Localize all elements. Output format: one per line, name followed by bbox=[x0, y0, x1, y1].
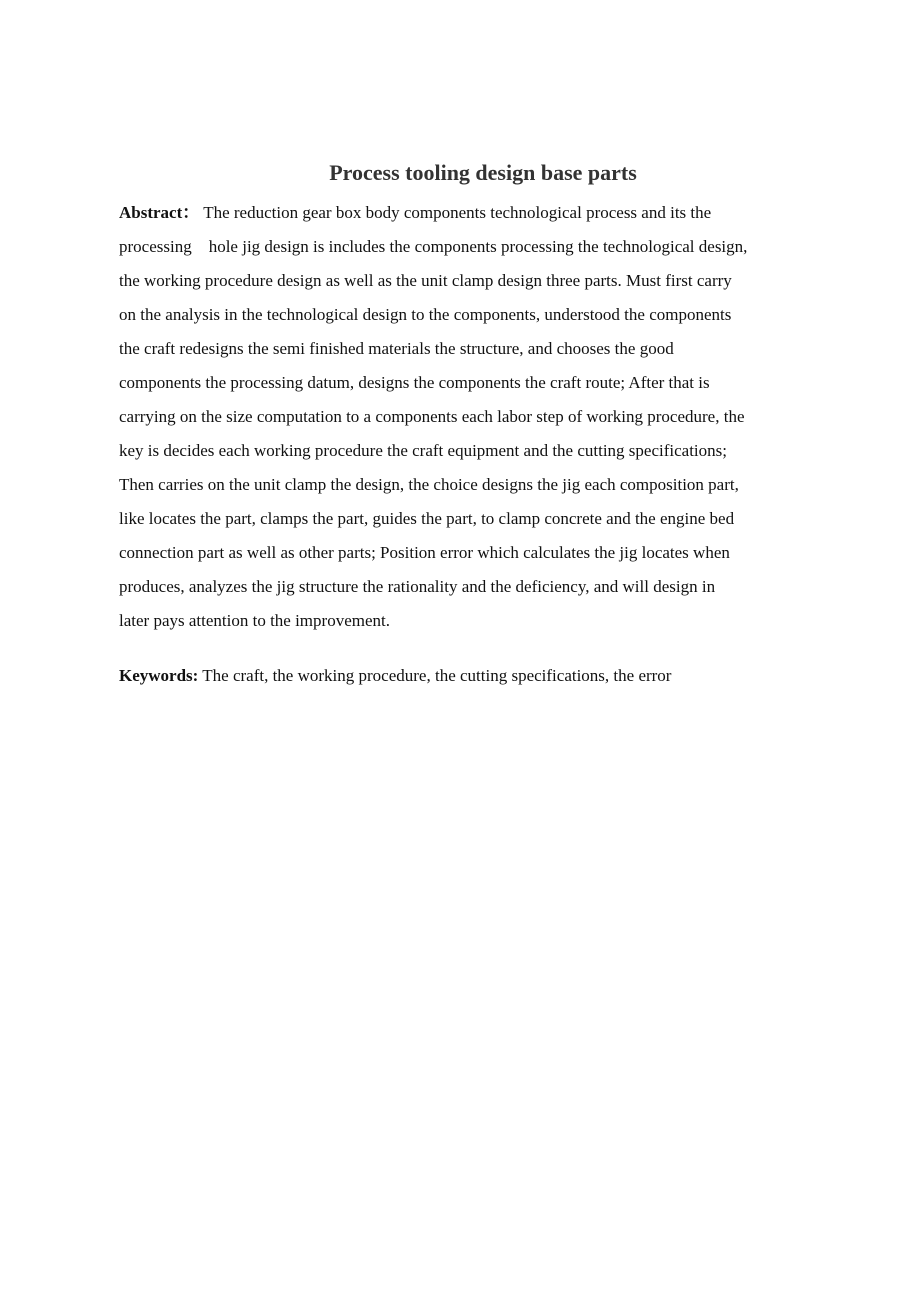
keywords-line bbox=[119, 662, 809, 690]
abstract-line: produces, analyzes the jig structure the rationality and the deficiency, and will design in bbox=[119, 577, 716, 596]
abstract-text: The reduction gear box body components technological process and its the bbox=[199, 203, 712, 222]
abstract-line: components the processing datum, designs the components the craft route; After that is bbox=[119, 373, 710, 392]
abstract-line: on the analysis in the technological design to the components, understood the components bbox=[119, 305, 732, 324]
abstract-paragraph bbox=[119, 196, 809, 638]
abstract-line: the working procedure design as well as the unit clamp design three parts. Must first carry bbox=[119, 271, 732, 290]
abstract-line: Then carries on the unit clamp the design, the choice designs the jig each composition part, bbox=[119, 475, 739, 494]
abstract-line: key is decides each working procedure the craft equipment and the cutting specifications; bbox=[119, 441, 727, 460]
abstract-line: later pays attention to the improvement. bbox=[119, 611, 390, 630]
document-title: Process tooling design base parts bbox=[329, 160, 637, 185]
abstract-line: like locates the part, clamps the part, guides the part, to clamp concrete and the engine bed bbox=[119, 509, 735, 528]
abstract-line bbox=[119, 196, 809, 230]
abstract-line: connection part as well as other parts; Position error which calculates the jig locates when bbox=[119, 543, 730, 562]
abstract-label: Abstract： bbox=[119, 203, 200, 222]
abstract-line: the craft redesigns the semi finished materials the structure, and chooses the good bbox=[119, 339, 674, 358]
abstract-line: carrying on the size computation to a components each labor step of working procedure, the bbox=[119, 407, 745, 426]
abstract-line: processing hole jig design is includes the components processing the technological design, bbox=[119, 237, 748, 256]
keywords-text: The craft, the working procedure, the cutting specifications, the error bbox=[198, 666, 672, 685]
keywords-label: Keywords: bbox=[119, 666, 199, 685]
